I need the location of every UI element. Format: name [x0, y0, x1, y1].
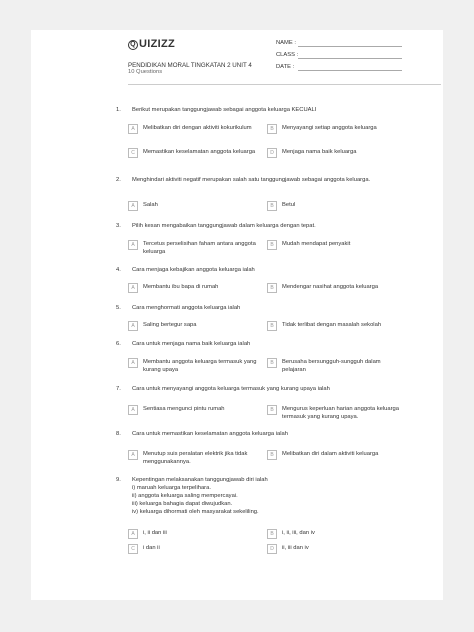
option-letter-box: D: [267, 148, 277, 158]
option-letter-box: A: [128, 201, 138, 211]
option-text: Menyayangi setiap anggota keluarga: [282, 125, 377, 131]
option-text: ii, iii dan iv: [282, 545, 309, 551]
logo-q-icon: Q: [128, 40, 138, 50]
option-text: Membantu ibu bapa di rumah: [143, 284, 219, 290]
option-letter-box: A: [128, 358, 138, 368]
logo-text: UIZIZZ: [139, 38, 176, 50]
option-text: Memastikan keselamatan anggota keluarga: [143, 149, 256, 155]
question-text: Cara menghormati anggota keluarga ialah: [132, 305, 241, 311]
question-number: 5.: [116, 305, 121, 311]
class-field: [276, 52, 298, 58]
question-number: 1.: [116, 107, 121, 113]
option-text: Menutup suis peralatan elektrik jika tidak menggunakannya.: [143, 451, 248, 465]
date-field: [276, 64, 294, 70]
question-text: Pilih kesan mengabaikan tanggungjawab dalam keluarga dengan tepat.: [132, 223, 316, 229]
option-text: i dan ii: [143, 545, 160, 551]
option-text: Saling bertegur sapa: [143, 322, 197, 328]
option-letter-box: A: [128, 124, 138, 134]
date-line: [298, 70, 402, 71]
option-letter-box: B: [267, 283, 277, 293]
question-number: 2.: [116, 177, 121, 183]
date-label: DATE :: [276, 64, 295, 70]
option-letter-box: B: [267, 358, 277, 368]
option-text: Melibatkan diri dalam aktiviti keluarga: [282, 451, 379, 457]
question-count: 10 Questions: [128, 69, 163, 75]
question-number: 6.: [116, 341, 121, 347]
option-letter-box: A: [128, 450, 138, 460]
option-letter-box: A: [128, 405, 138, 415]
option-letter-box: B: [267, 529, 277, 539]
option-text: i, ii dan iii: [143, 530, 167, 536]
question-subline: ii) anggota keluarga saling mempercayai.: [132, 493, 238, 499]
name-label: NAME :: [276, 40, 296, 46]
question-text: Cara untuk menjaga nama baik keluarga ialah: [132, 341, 251, 347]
option-text: Melibatkan diri dengan aktiviti kokurikulum: [143, 125, 252, 131]
option-letter-box: A: [128, 529, 138, 539]
header-divider: [128, 84, 441, 85]
worksheet-header: [128, 38, 438, 82]
option-text: Berusaha bersungguh-sungguh dalam pelajaran: [282, 359, 381, 373]
option-text: Membantu anggota keluarga termasuk yang kurang upaya: [143, 359, 257, 373]
option-text: Tidak terlibat dengan masalah sekolah: [282, 322, 382, 328]
question-number: 9.: [116, 477, 121, 483]
question-text: Kepentingan melaksanakan tanggungjawab diri ialah: [132, 477, 268, 483]
question-text: Cara untuk memastikan keselamatan anggota keluarga ialah: [132, 431, 288, 437]
question-subline: i) maruah keluarga terpelihara.: [132, 485, 211, 491]
quiz-title: PENDIDIKAN MORAL TINGKATAN 2 UNIT 4: [128, 62, 252, 69]
option-letter-box: A: [128, 321, 138, 331]
option-letter-box: B: [267, 124, 277, 134]
option-letter-box: B: [267, 321, 277, 331]
question-text: Berikut merupakan tanggungjawab sebagai anggota keluarga KECUALI: [132, 107, 317, 113]
class-label: CLASS :: [276, 52, 299, 58]
option-letter-box: B: [267, 240, 277, 250]
question-text: Menghindari aktiviti negatif merupakan salah satu tanggungjawab sebagai anggota keluarga.: [132, 177, 371, 183]
question-text: Cara untuk menyayangi anggota keluarga termasuk yang kurang upaya ialah: [132, 386, 330, 392]
option-text: i, ii, iii, dan iv: [282, 530, 315, 536]
option-text: Sentiasa mengunci pintu rumah: [143, 406, 225, 412]
option-letter-box: A: [128, 283, 138, 293]
option-text: Betul: [282, 202, 296, 208]
question-number: 3.: [116, 223, 121, 229]
option-letter-box: C: [128, 148, 138, 158]
option-letter-box: D: [267, 544, 277, 554]
question-text: Cara menjaga kebajikan anggota keluarga ialah: [132, 267, 255, 273]
option-letter-box: B: [267, 405, 277, 415]
name-line: [298, 46, 402, 47]
option-text: Mudah mendapat penyakit: [282, 241, 351, 247]
question-number: 8.: [116, 431, 121, 437]
option-letter-box: C: [128, 544, 138, 554]
name-field: [276, 40, 296, 46]
option-text: Mendengar nasihat anggota keluarga: [282, 284, 379, 290]
question-subline: iii) keluarga bahagia dapat diwujudkan.: [132, 501, 233, 507]
question-subline: iv) keluarga dihormati oleh masyarakat sekeliling.: [132, 509, 259, 515]
question-number: 7.: [116, 386, 121, 392]
option-letter-box: B: [267, 201, 277, 211]
option-letter-box: A: [128, 240, 138, 250]
option-text: Tercetus perselisihan faham antara anggota keluarga: [143, 241, 256, 255]
question-number: 4.: [116, 267, 121, 273]
option-text: Menjaga nama baik keluarga: [282, 149, 357, 155]
class-line: [298, 58, 402, 59]
quizizz-logo: [128, 38, 175, 50]
option-text: Mengurus keperluan harian anggota keluarga termasuk yang kurang upaya.: [282, 406, 399, 420]
option-text: Salah: [143, 202, 158, 208]
option-letter-box: B: [267, 450, 277, 460]
